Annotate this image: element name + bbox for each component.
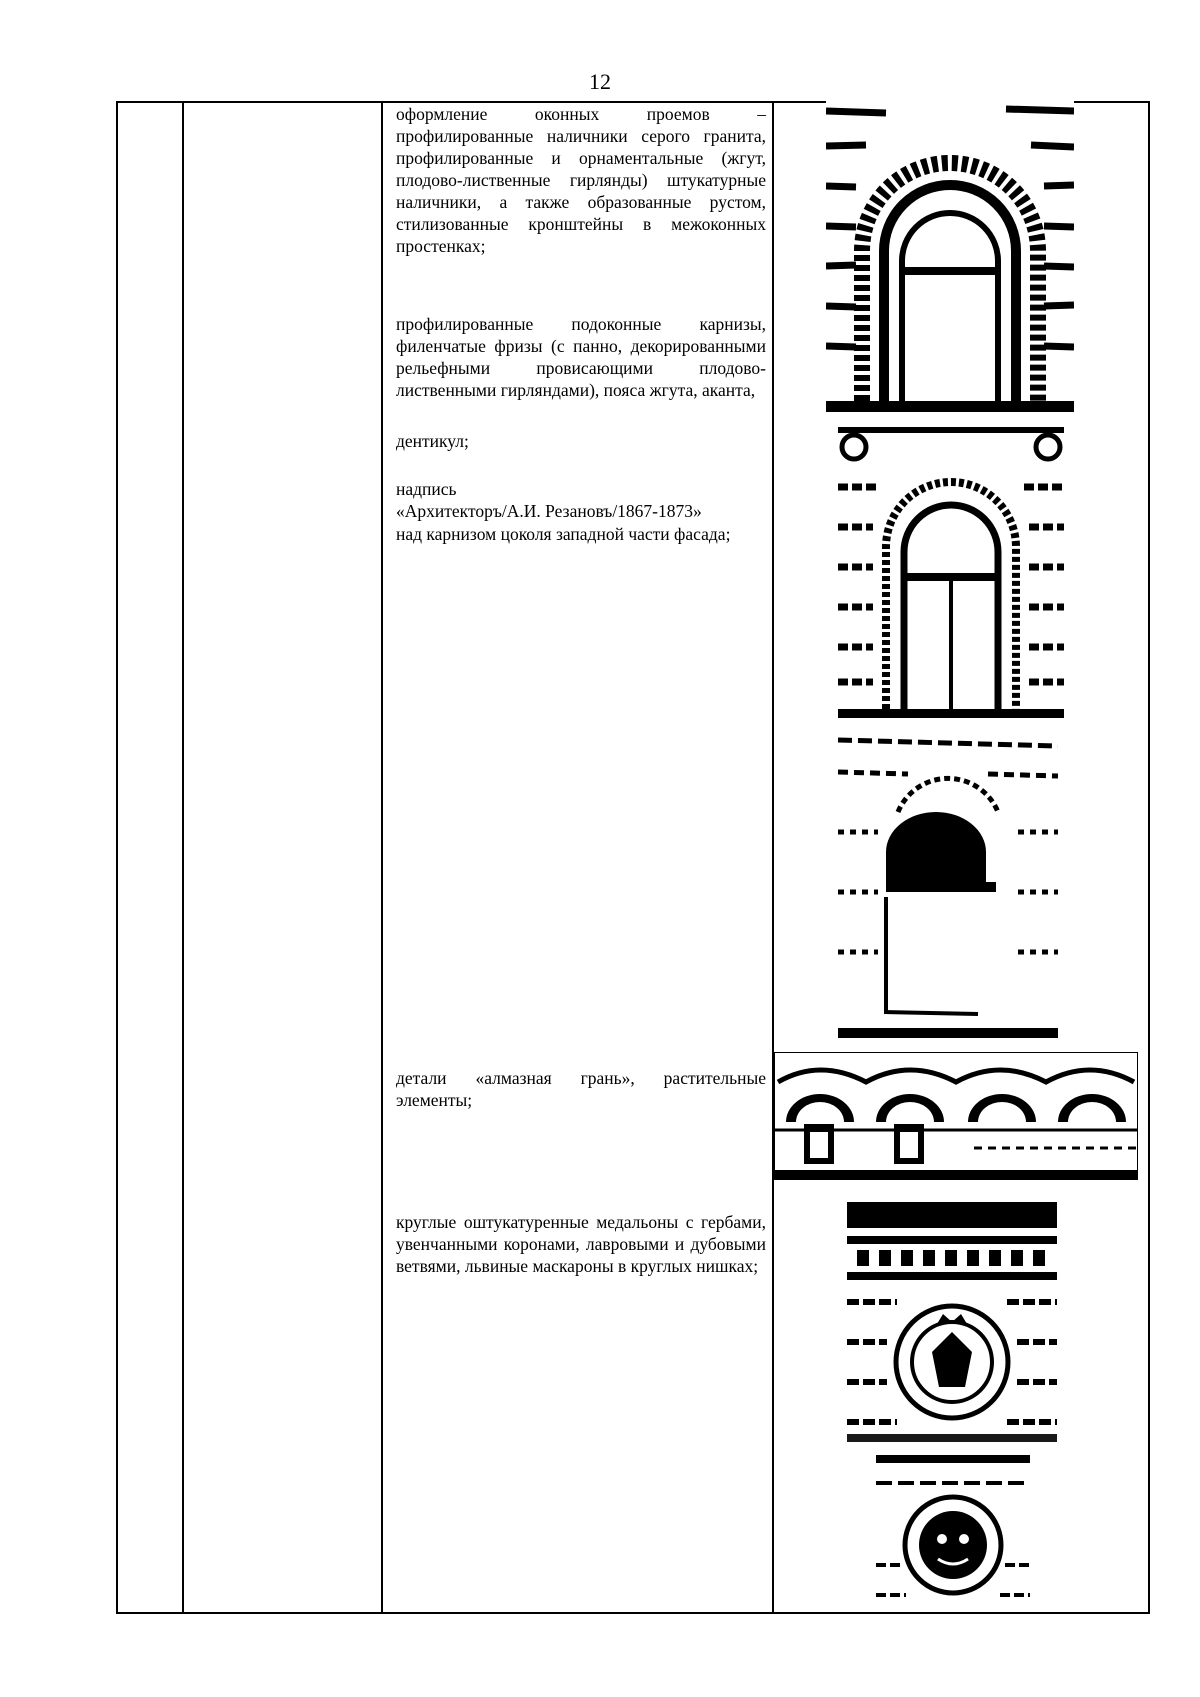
photo-arched-window-granite [826,101,1074,412]
photo-arched-window-rustication [838,427,1064,718]
paragraph-inscription-text: «Архитекторъ/А.И. Резановъ/1867-1873» [396,501,702,521]
photo-lion-mascaron [876,1455,1030,1610]
photo-medallion-coat-of-arms [847,1202,1057,1442]
column-divider-3 [772,103,774,1612]
paragraph-denticles: дентикул; [396,431,469,451]
column-divider-1 [182,103,184,1612]
paragraph-medallions: круглые оштукатуренные медальоны с гербами, увенчанными коронами, лавровыми и дубовыми ветвями, львиные маскароны в круглых нишках; [396,1212,766,1276]
photo-arcade-frieze [774,1052,1138,1180]
paragraph-diamond-details: детали «алмазная грань», растительные элементы; [396,1068,766,1110]
paragraph-cornices-friezes: профилированные подоконные карнизы, филенчатые фризы (с панно, декорированными рельефными провисающими плодово-лиственными гирляндами), пояса жгута, аканта, [396,314,766,400]
page-number: 12 [589,69,611,94]
column-divider-2 [381,103,383,1612]
paragraph-window-openings: оформление оконных проемов – профилированные наличники серого гранита, профилированные и орнаментальные (жгут, плодово-лиственные гирлянды) штукатурные наличники, а также образованные рустом, стилизованные кронштейны в межоконных простенках; [396,104,766,256]
paragraph-inscription-location: над карнизом цоколя западной части фасада; [396,524,731,544]
paragraph-inscription-label: надпись [396,479,457,499]
photo-arched-window-west [838,732,1058,1038]
